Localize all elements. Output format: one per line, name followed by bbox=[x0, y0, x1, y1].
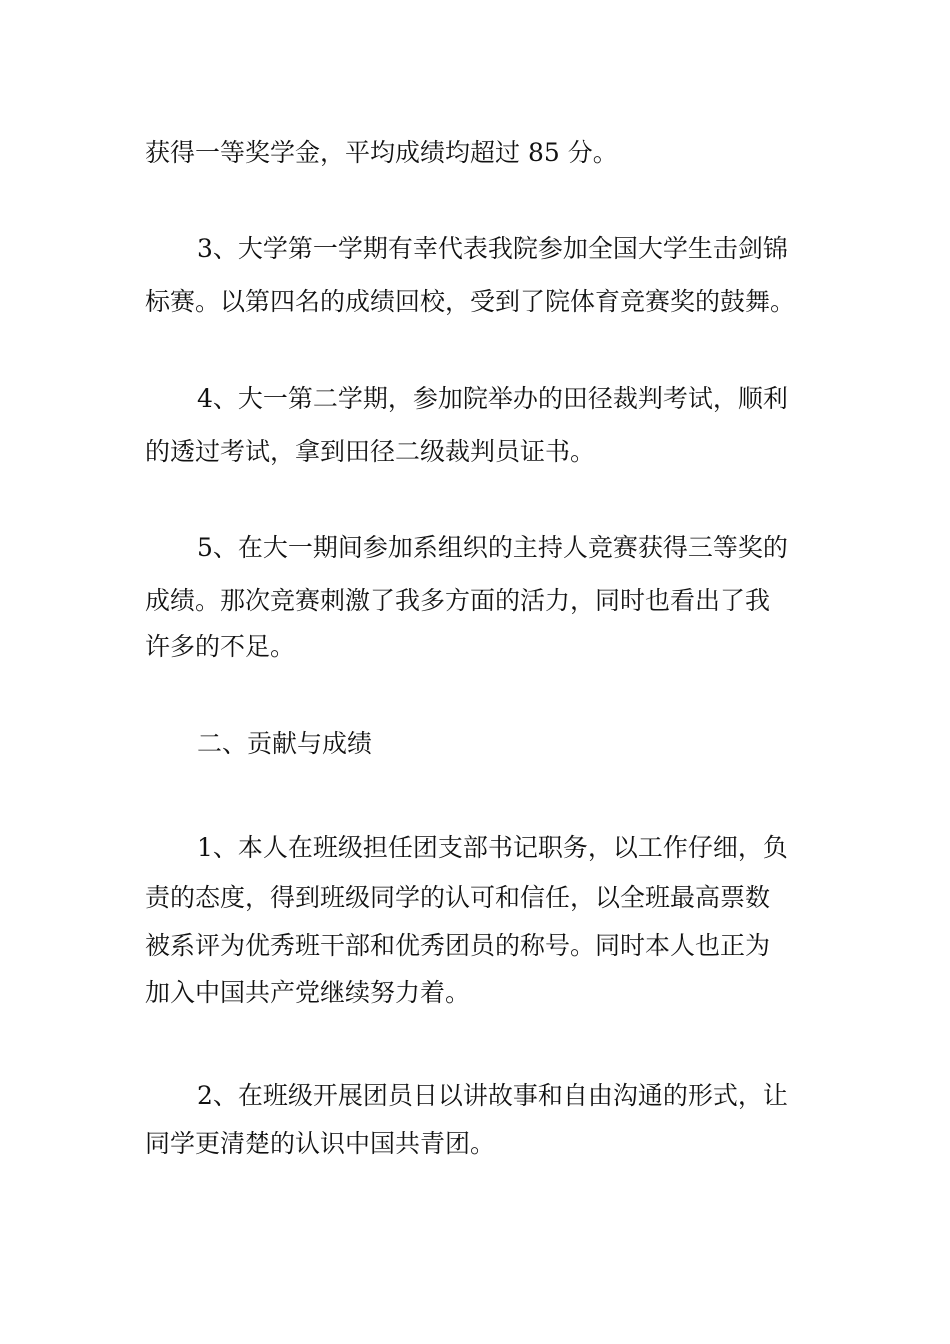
contribution-2-line-2: 同学更清楚的认识中国共青团。 bbox=[145, 1129, 496, 1158]
item-3-line-1: 3、大学第一学期有幸代表我院参加全国大学生击剑锦 bbox=[197, 234, 788, 263]
item-5-line-1: 5、在大一期间参加系组织的主持人竞赛获得三等奖的 bbox=[197, 533, 788, 562]
contribution-1-line-4: 加入中国共产党继续努力着。 bbox=[145, 978, 471, 1007]
contribution-2-line-1: 2、在班级开展团员日以讲故事和自由沟通的形式，让 bbox=[197, 1081, 788, 1110]
paragraph-continuation-line-1: 获得一等奖学金，平均成绩均超过 85 分。 bbox=[145, 138, 618, 167]
item-5-line-3: 许多的不足。 bbox=[145, 632, 296, 661]
contribution-1-line-2: 责的态度，得到班级同学的认可和信任，以全班最高票数 bbox=[145, 883, 771, 912]
section-heading: 二、贡献与成绩 bbox=[197, 729, 373, 758]
item-3-line-2: 标赛。以第四名的成绩回校，受到了院体育竞赛奖的鼓舞。 bbox=[145, 287, 796, 316]
contribution-1-line-3: 被系评为优秀班干部和优秀团员的称号。同时本人也正为 bbox=[145, 931, 771, 960]
contribution-1-line-1: 1、本人在班级担任团支部书记职务，以工作仔细，负 bbox=[197, 833, 788, 862]
item-4-line-2: 的透过考试，拿到田径二级裁判员证书。 bbox=[145, 437, 596, 466]
item-4-line-1: 4、大一第二学期，参加院举办的田径裁判考试，顺利 bbox=[197, 384, 788, 413]
item-5-line-2: 成绩。那次竞赛刺激了我多方面的活力，同时也看出了我 bbox=[145, 586, 771, 615]
